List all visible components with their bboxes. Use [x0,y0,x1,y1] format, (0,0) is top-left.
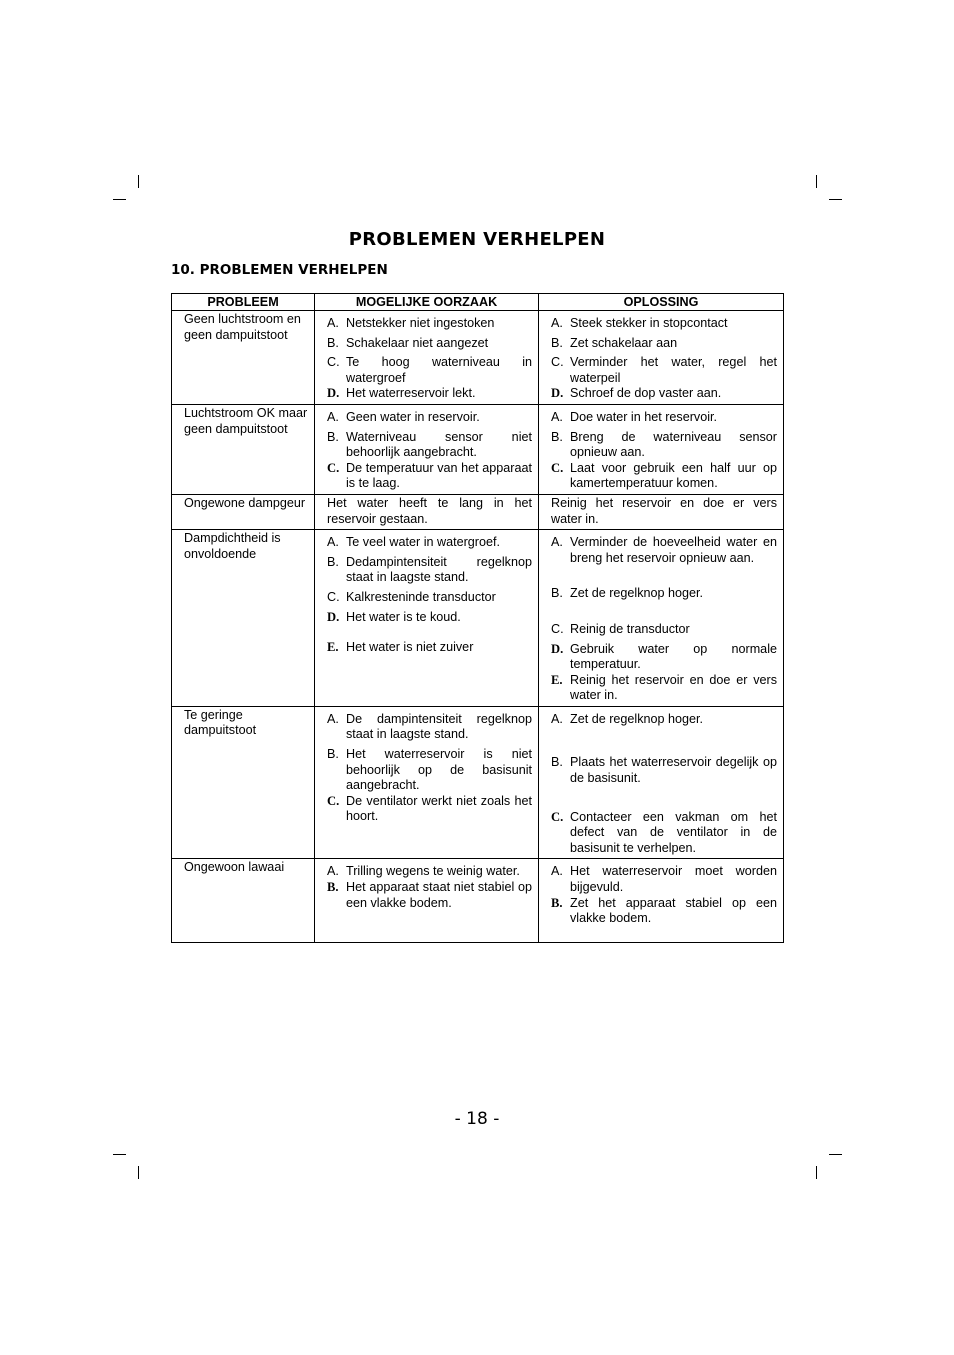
list-item [551,535,777,566]
list-item [327,555,532,586]
cause-cell [315,859,539,943]
solution-text: Reinig het reservoir en doe er vers water in. [551,495,777,526]
solution-cell [539,404,784,494]
page-title: PROBLEMEN VERHELPEN [348,229,606,250]
list-item [327,461,532,492]
list-item [551,896,777,927]
cause-cell [315,404,539,494]
list-item [327,712,532,743]
item-letter: B. [551,755,563,770]
problem-cell: Te geringe dampuitstoot [172,706,315,859]
item-text: Schroef de dop vaster aan. [570,386,722,401]
item-text: Te hoog waterniveau in watergroef [346,355,532,385]
item-letter: B. [551,895,563,910]
list-item [327,430,532,461]
item-letter: C. [551,355,564,370]
item-letter: A. [551,409,563,424]
item-letter: A. [551,864,563,879]
crop-mark [138,175,139,188]
item-letter: C. [327,589,340,604]
solution-cell [539,494,784,529]
item-text: Plaats het waterreservoir degelijk op de basisunit. [570,755,777,786]
item-text: De dampintensiteit regelknop staat in laagste stand. [346,711,532,742]
item-letter: D. [327,386,340,401]
list-item [551,430,777,461]
item-letter: C. [551,621,564,636]
table-row [172,706,784,859]
cause-text: Het water heeft te lang in het reservoir gestaan. [327,495,532,526]
item-text: Breng de waterniveau sensor opnieuw aan. [570,429,777,460]
list-item [327,316,532,332]
list-item [551,622,777,638]
problem-cell: Geen luchtstroom en geen dampuitstoot [172,311,315,405]
item-text: Het waterreservoir lekt. [346,386,476,401]
item-letter: E. [551,672,563,687]
list-item [327,336,532,352]
item-text: Het apparaat staat niet stabiel op een vlakke bodem. [346,880,532,910]
list-item [327,355,532,386]
header-solution: OPLOSSING [539,294,784,311]
item-letter: B. [551,335,563,350]
problem-cell: Dampdichtheid is onvoldoende [172,530,315,707]
crop-mark [138,1166,139,1179]
list-item [327,640,532,656]
list-item [551,386,777,402]
list-item [327,794,532,825]
item-text: Reinig de transductor [570,621,690,636]
header-row [172,294,784,311]
item-letter: B. [551,586,563,601]
list-item [551,810,777,857]
item-letter: A. [551,711,563,726]
crop-mark [113,1154,126,1155]
item-letter: B. [327,335,339,350]
problem-cell: Ongewoon lawaai [172,859,315,943]
cause-cell [315,311,539,405]
list-item [551,864,777,895]
item-text: Reinig het reservoir en doe er vers water in. [570,672,777,703]
list-item [327,880,532,911]
table-row [172,859,784,943]
problem-cell: Ongewone dampgeur [172,494,315,529]
item-letter: A. [551,535,563,550]
item-letter: A. [327,711,339,726]
problem-cell: Luchtstroom OK maar geen dampuitstoot [172,404,315,494]
item-text: De temperatuur van het apparaat is te laag. [346,460,532,491]
list-item [551,755,777,786]
solution-cell [539,706,784,859]
crop-mark [829,1154,842,1155]
page-number: - 18 - [454,1109,500,1129]
item-text: Het waterreservoir moet worden bijgevuld. [570,864,777,895]
item-letter: B. [327,880,339,895]
item-letter: C. [327,355,340,370]
item-text: Doe water in het reservoir. [570,409,717,424]
item-text: Steek stekker in stopcontact [570,316,728,330]
table-row [172,311,784,405]
solution-cell [539,311,784,405]
item-text: Verminder de hoeveelheid water en breng het reservoir opnieuw aan. [570,535,777,565]
item-letter: B. [551,429,563,444]
crop-mark [816,1166,817,1179]
item-text: Te veel water in watergroef. [346,535,500,550]
item-text: Schakelaar niet aangezet [346,335,489,350]
list-item [551,336,777,352]
item-letter: E. [327,640,339,655]
item-letter: B. [327,429,339,444]
solution-cell [539,859,784,943]
item-letter: B. [327,554,339,569]
item-text: Zet de regelknop hoger. [570,586,704,601]
cause-cell [315,706,539,859]
item-letter: A. [327,409,339,424]
list-item [327,610,532,626]
crop-mark [829,199,842,200]
item-letter: C. [327,793,340,808]
item-text: Trilling wegens te weinig water. [346,864,520,879]
item-text: Het water is te koud. [346,609,461,624]
item-text: Dedampintensiteit regelknop staat in laagste stand. [346,554,532,585]
list-item [551,586,777,602]
list-item [551,673,777,704]
item-letter: D. [327,609,340,624]
item-text: Zet de regelknop hoger. [570,711,704,726]
item-letter: D. [551,641,564,656]
list-item [551,642,777,673]
list-item [327,410,532,426]
item-text: Zet het apparaat stabiel op een vlakke bodem. [570,895,777,926]
list-item [327,590,532,606]
item-letter: A. [551,316,563,330]
item-letter: C. [551,809,564,824]
list-item [551,461,777,492]
item-text: Netstekker niet ingestoken [346,316,495,330]
crop-mark [113,199,126,200]
table-row [172,404,784,494]
item-text: Verminder het water, regel het waterpeil [570,355,777,385]
item-letter: D. [551,386,564,401]
crop-mark [816,175,817,188]
item-text: De ventilator werkt niet zoals het hoort. [346,793,532,824]
item-text: Laat voor gebruik een half uur op kamertemperatuur komen. [570,460,777,491]
item-letter: A. [327,535,339,550]
item-text: Zet schakelaar aan [570,335,678,350]
item-letter: A. [327,316,339,330]
table-row [172,494,784,529]
item-text: Het water is niet zuiver [346,640,474,655]
item-letter: C. [327,460,340,475]
item-letter: B. [327,747,339,762]
item-text: Kalkresteninde transductor [346,589,496,604]
troubleshooting-table [171,293,784,943]
item-text: Het waterreservoir is niet behoorlijk op de basisunit aangebracht. [346,747,532,793]
list-item [327,386,532,402]
list-item [551,410,777,426]
section-heading: 10. PROBLEMEN VERHELPEN [171,262,388,278]
list-item [327,864,532,880]
table-row [172,530,784,707]
header-cause: MOGELIJKE OORZAAK [315,294,539,311]
solution-cell [539,530,784,707]
list-item [327,747,532,794]
table-body [172,311,784,943]
item-text: Contacteer een vakman om het defect van de ventilator in de basisunit te verhelpen. [570,809,777,855]
list-item [327,535,532,551]
item-text: Geen water in reservoir. [346,409,480,424]
item-text: Waterniveau sensor niet behoorlijk aangebracht. [346,429,532,460]
item-letter: A. [327,864,339,879]
cause-cell [315,494,539,529]
item-letter: C. [551,460,564,475]
list-item [551,712,777,728]
cause-cell [315,530,539,707]
list-item [551,316,777,332]
header-problem: PROBLEEM [172,294,315,311]
item-text: Gebruik water op normale temperatuur. [570,641,777,672]
list-item [551,355,777,386]
